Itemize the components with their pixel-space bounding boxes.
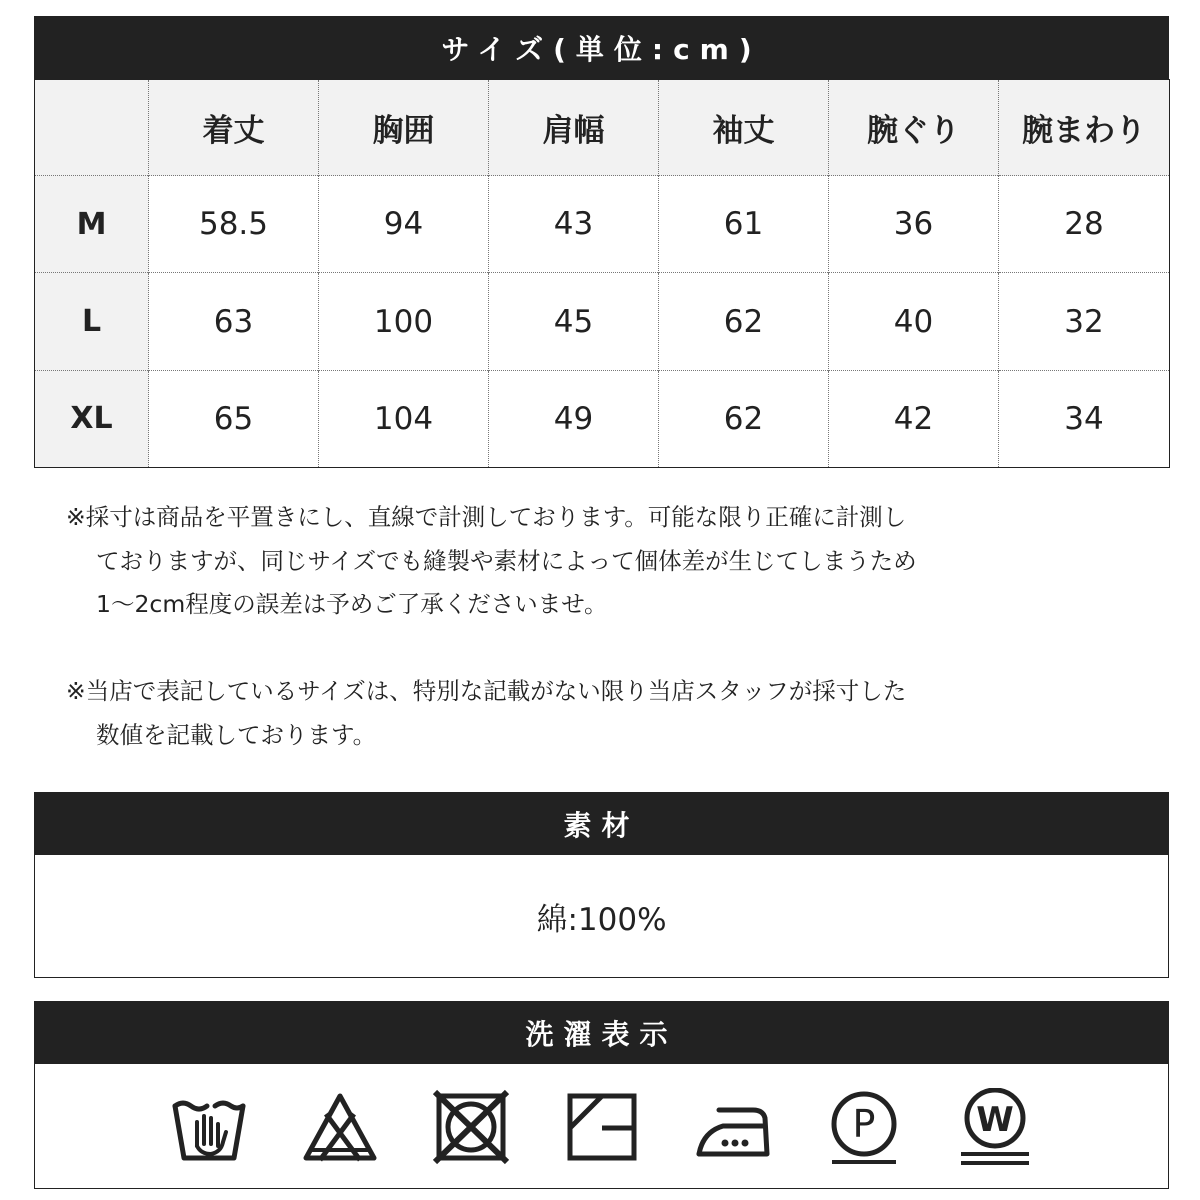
column-header-length: 着丈 bbox=[149, 80, 319, 176]
size-section-header bbox=[34, 16, 1169, 79]
care-section-header bbox=[34, 1001, 1169, 1064]
note-line: ※当店で表記しているサイズは、特別な記載がない限り当店スタッフが採寸した bbox=[66, 677, 907, 705]
table-cell: 94 bbox=[319, 176, 489, 273]
size-table bbox=[34, 79, 1170, 468]
table-cell: 49 bbox=[489, 370, 659, 467]
svg-text:W: W bbox=[975, 1100, 1014, 1140]
material-section-title: 素材 bbox=[563, 808, 640, 842]
table-row bbox=[35, 273, 1170, 370]
measurement-note bbox=[66, 496, 1066, 627]
table-header-row bbox=[35, 80, 1170, 176]
table-cell: 104 bbox=[319, 370, 489, 467]
column-header-arm-circumference: 腕まわり bbox=[999, 80, 1170, 176]
size-label: XL bbox=[35, 370, 149, 467]
material-section-header bbox=[34, 792, 1169, 855]
table-cell: 61 bbox=[659, 176, 829, 273]
column-header-empty bbox=[35, 80, 149, 176]
table-row bbox=[35, 370, 1170, 467]
size-label: M bbox=[35, 176, 149, 273]
table-cell: 65 bbox=[149, 370, 319, 467]
material-box bbox=[34, 855, 1169, 978]
column-header-armhole: 腕ぐり bbox=[829, 80, 999, 176]
column-header-chest: 胸囲 bbox=[319, 80, 489, 176]
table-cell: 62 bbox=[659, 370, 829, 467]
table-cell: 58.5 bbox=[149, 176, 319, 273]
table-row bbox=[35, 176, 1170, 273]
table-cell: 32 bbox=[999, 273, 1170, 370]
care-section-title: 洗濯表示 bbox=[525, 1017, 678, 1051]
table-cell: 62 bbox=[659, 273, 829, 370]
note-line: ておりますが、同じサイズでも縫製や素材によって個体差が生じてしまうため bbox=[96, 546, 917, 575]
table-cell: 42 bbox=[829, 370, 999, 467]
column-header-shoulder: 肩幅 bbox=[489, 80, 659, 176]
wet-clean-w-icon bbox=[957, 1088, 1033, 1166]
dry-clean-p-icon bbox=[826, 1088, 902, 1166]
svg-text:P: P bbox=[852, 1102, 875, 1146]
size-section-title: サイズ(単位:cm) bbox=[441, 32, 762, 66]
size-notation-note bbox=[66, 670, 1066, 757]
table-cell: 40 bbox=[829, 273, 999, 370]
table-cell: 34 bbox=[999, 370, 1170, 467]
no-tumble-dry-icon bbox=[433, 1088, 509, 1166]
table-cell: 63 bbox=[149, 273, 319, 370]
table-cell: 36 bbox=[829, 176, 999, 273]
note-line: ※採寸は商品を平置きにし、直線で計測しております。可能な限り正確に計測し bbox=[66, 503, 907, 531]
iron-low-icon bbox=[695, 1088, 771, 1166]
table-cell: 28 bbox=[999, 176, 1170, 273]
column-header-sleeve: 袖丈 bbox=[659, 80, 829, 176]
size-label: L bbox=[35, 273, 149, 370]
care-symbols-box bbox=[34, 1064, 1169, 1189]
material-value: 綿:100% bbox=[536, 901, 667, 938]
hand-wash-icon bbox=[171, 1088, 247, 1166]
note-line: 数値を記載しております。 bbox=[96, 720, 377, 749]
table-cell: 45 bbox=[489, 273, 659, 370]
note-line: 1〜2cm程度の誤差は予めご了承くださいませ。 bbox=[96, 590, 608, 618]
no-bleach-icon bbox=[302, 1088, 378, 1166]
table-cell: 100 bbox=[319, 273, 489, 370]
table-cell: 43 bbox=[489, 176, 659, 273]
line-dry-shade-icon bbox=[564, 1088, 640, 1166]
care-symbols-row bbox=[35, 1064, 1168, 1188]
